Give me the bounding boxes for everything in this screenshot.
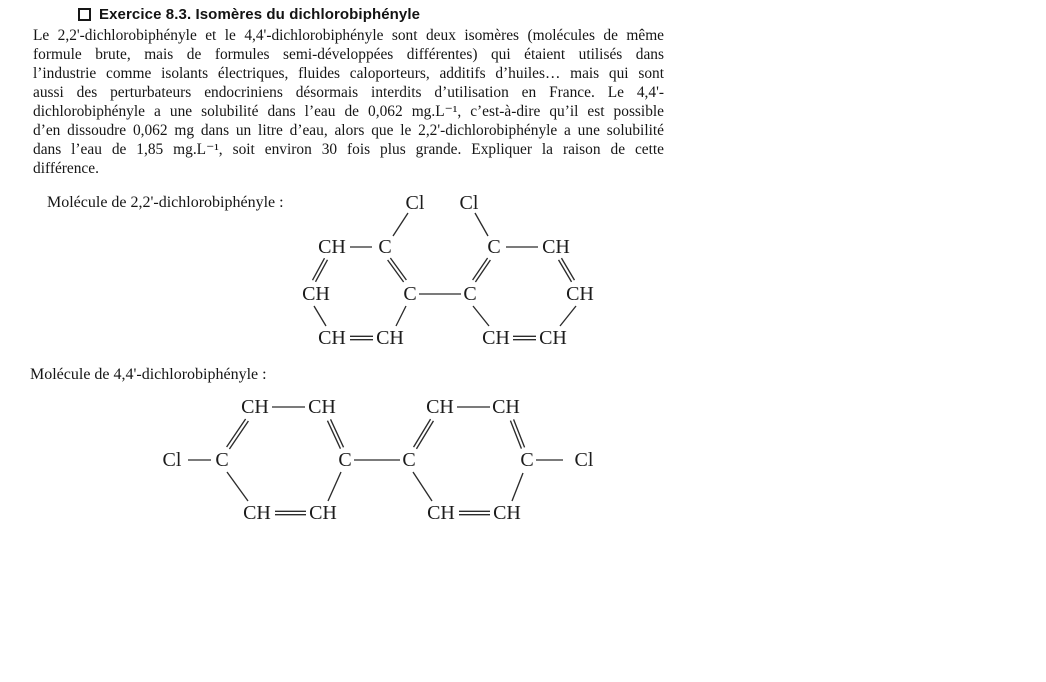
atom-label: CH [566,283,594,305]
atom-label: CH [482,327,510,349]
atom-label: Cl [459,192,479,214]
paragraph-line: dans l’eau de 1,85 mg.L⁻¹, soit environ 30 fois plus grande. Expliquer la raison de cette [33,141,664,158]
double-bond-line [473,258,488,280]
double-bond-line [390,258,406,280]
atom-label: CH [427,502,455,524]
single-bond-line [560,306,576,326]
atom-label: CH [318,236,346,258]
double-bond-line [331,419,344,447]
paragraph-line: dichlorobiphényle a une solubilité dans l’eau de 0,062 mg.L⁻¹, c’est-à-dire qu’il est possible [33,103,664,120]
atom-label: CH [376,327,404,349]
molecule-2-label: Molécule de 4,4'-dichlorobiphényle : [30,366,267,383]
atom-label: CH [308,396,336,418]
paragraph-line: différence. [33,160,99,177]
single-bond-line [512,473,523,501]
single-bond-line [396,306,406,326]
atom-label: C [463,283,477,305]
atom-label: CH [426,396,454,418]
single-bond-line [314,306,326,326]
double-bond-line [388,260,404,282]
double-bond-line [475,260,490,282]
atom-label: CH [492,396,520,418]
paragraph-line: l’industrie comme isolants électriques, fluides caloporteurs, additifs d’huiles… mais qui sont [33,65,664,82]
exercise-title: Exercice 8.3. Isomères du dichlorobiphényle [99,6,421,23]
atom-label: CH [542,236,570,258]
double-bond-line [416,421,433,449]
atom-label: Cl [162,449,182,471]
double-bond-line [414,419,431,447]
single-bond-line [475,213,488,236]
paragraph-line: Le 2,2'-dichlorobiphényle et le 4,4'-dichlorobiphényle sont deux isomères (molécules de même [33,27,664,44]
atom-label: C [338,449,352,471]
paragraph-line: formule brute, mais de formules semi-développées différentes) qui étaient utilisés dans [33,46,664,63]
atom-label: C [520,449,534,471]
double-bond-line [227,419,246,447]
double-bond-line [229,421,248,449]
atom-label: Cl [574,449,594,471]
single-bond-line [413,472,432,501]
atom-label: C [403,283,417,305]
paragraph-line: aussi des perturbateurs endocriniens désormais interdits d’utilisation en France. Le 4,4'- [33,84,664,101]
atom-label: CH [539,327,567,349]
single-bond-line [227,472,248,501]
single-bond-line [473,306,489,326]
atom-label: C [487,236,501,258]
paragraph-line: d’en dissoudre 0,062 mg dans un litre d’eau, alors que le 2,2'-dichlorobiphényle a une solubilité [33,122,664,139]
atom-label: C [402,449,416,471]
atom-label: CH [493,502,521,524]
atom-label: CH [302,283,330,305]
atom-label: CH [309,502,337,524]
atom-label: Cl [405,192,425,214]
single-bond-line [393,213,408,236]
atom-label: C [215,449,229,471]
atom-label: CH [243,502,271,524]
atom-label: CH [241,396,269,418]
atom-label: C [378,236,392,258]
atom-label: CH [318,327,346,349]
molecule-1-label: Molécule de 2,2'-dichlorobiphényle : [47,194,284,211]
single-bond-line [328,472,341,501]
double-bond-line [327,421,340,449]
